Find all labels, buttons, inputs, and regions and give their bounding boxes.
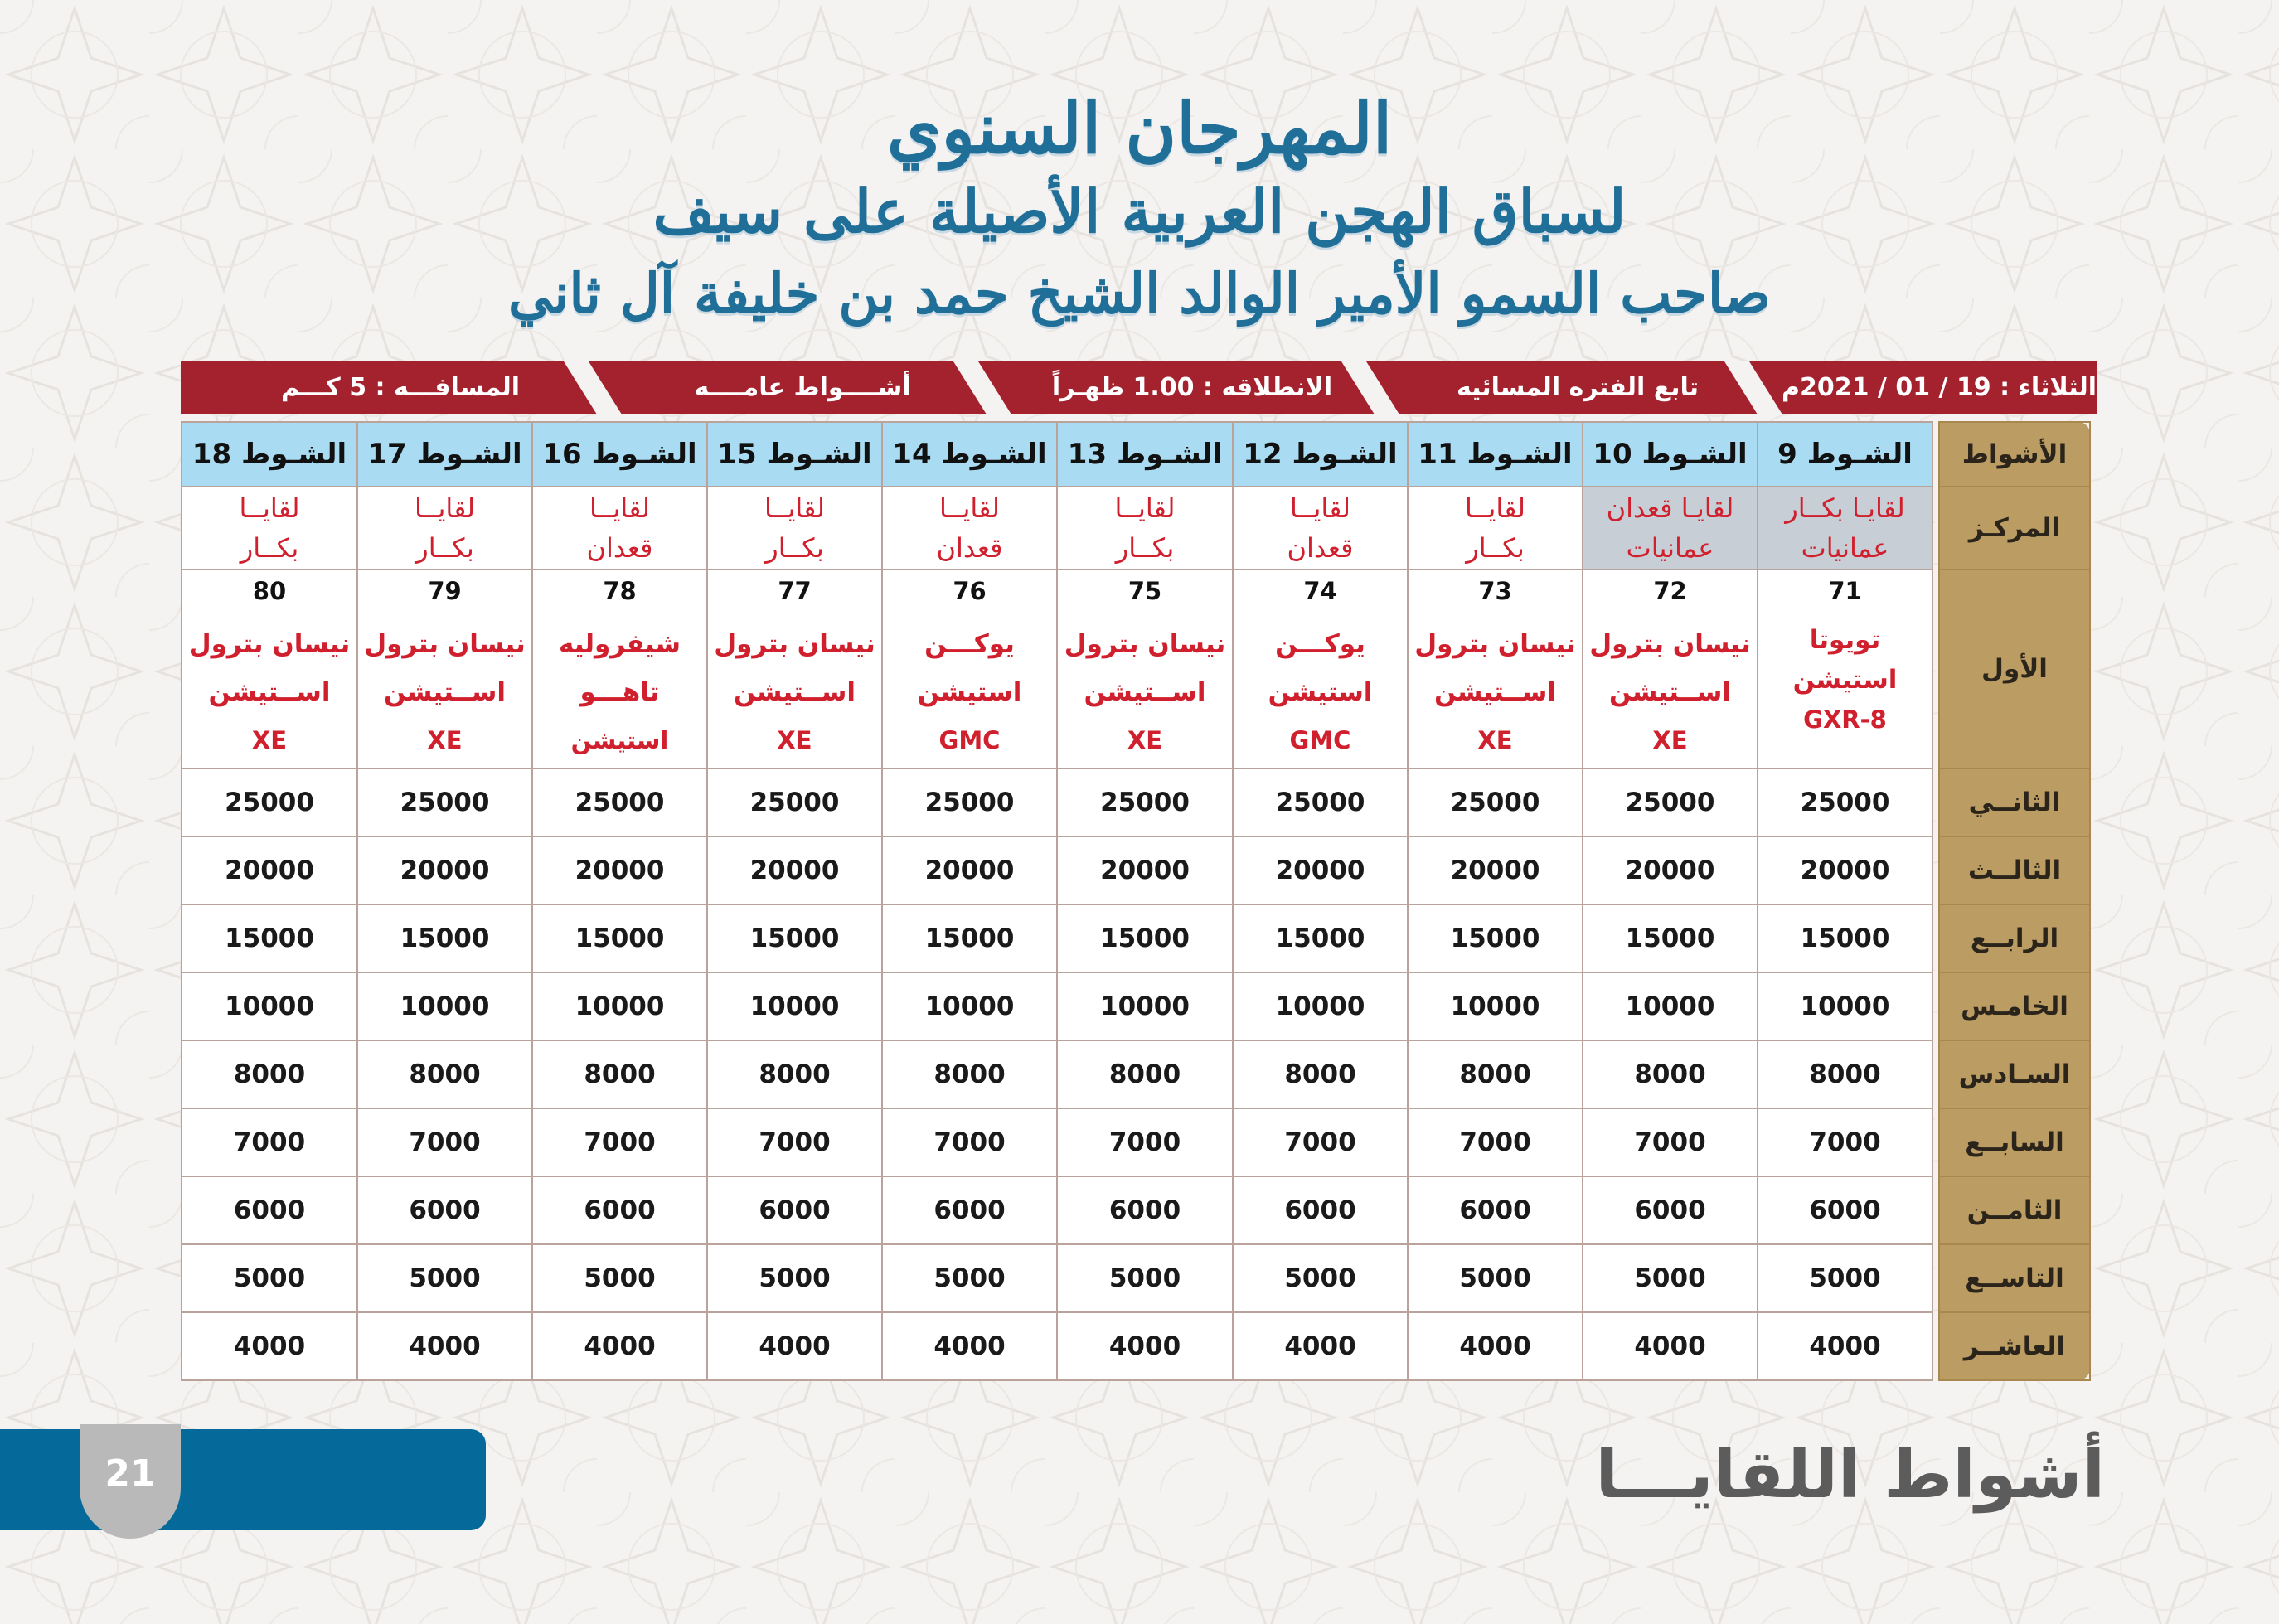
car-prize-cell	[182, 570, 357, 768]
car-line: اســتيشن	[383, 677, 507, 707]
prize-row	[182, 904, 2090, 972]
heat-header: الشـوط 12	[1233, 422, 1408, 487]
prize-cell: 7000	[1583, 1108, 1758, 1176]
prize-cell: 6000	[1057, 1176, 1233, 1244]
center-line: لقايــا	[1464, 492, 1526, 524]
prize-cell: 6000	[532, 1176, 707, 1244]
column-gap	[1932, 1176, 1939, 1244]
car-line: XE	[251, 726, 288, 754]
car-line: XE	[427, 726, 463, 754]
prize-cell: 8000	[1758, 1040, 1932, 1108]
car-line: GMC	[938, 726, 1001, 754]
row-label: المركـز	[1939, 487, 2090, 570]
prize-cell: 10000	[182, 972, 357, 1040]
car-number: 76	[953, 577, 987, 605]
center-line: بكــار	[240, 532, 299, 564]
row-label: الثالــث	[1939, 836, 2090, 904]
prize-cell: 10000	[882, 972, 1057, 1040]
prize-cell: 7000	[882, 1108, 1057, 1176]
info-banner	[181, 361, 2097, 414]
prize-cell: 5000	[1758, 1244, 1932, 1312]
center-line: بكــار	[1466, 532, 1525, 564]
prize-row	[182, 1040, 2090, 1108]
prize-cell: 4000	[357, 1312, 532, 1380]
center-cell	[357, 487, 532, 570]
heat-header: الشـوط 13	[1057, 422, 1233, 487]
car-prize-cell	[1758, 570, 1932, 768]
heat-header: الشـوط 15	[707, 422, 882, 487]
prize-cell: 15000	[1583, 904, 1758, 972]
prize-cell: 6000	[1583, 1176, 1758, 1244]
prize-cell: 25000	[532, 768, 707, 836]
center-cell	[1758, 487, 1932, 570]
prize-row	[182, 1244, 2090, 1312]
car-line: استيشن	[917, 677, 1022, 707]
car-line: نيسان بترول	[714, 629, 875, 659]
prize-cell: 5000	[1408, 1244, 1583, 1312]
prize-cell: 4000	[1408, 1312, 1583, 1380]
center-line: لقايــا	[1289, 492, 1351, 524]
column-gap	[1932, 1108, 1939, 1176]
car-line: نيسان بترول	[1064, 629, 1226, 659]
prize-cell: 20000	[357, 836, 532, 904]
car-line: تاهـــو	[579, 677, 660, 707]
prize-cell: 6000	[357, 1176, 532, 1244]
row-label: الخامـس	[1939, 972, 2090, 1040]
prize-cell: 8000	[1057, 1040, 1233, 1108]
prize-cell: 7000	[1408, 1108, 1583, 1176]
center-line: بكــار	[1115, 532, 1175, 564]
heat-header: الشـوط 14	[882, 422, 1057, 487]
car-line: تويوتا	[1809, 625, 1881, 655]
prize-cell: 10000	[1758, 972, 1932, 1040]
row-label: التاســع	[1939, 1244, 2090, 1312]
heats-prize-table	[181, 421, 2091, 1381]
prize-cell: 6000	[1408, 1176, 1583, 1244]
prize-cell: 4000	[1057, 1312, 1233, 1380]
prize-cell: 4000	[1233, 1312, 1408, 1380]
banner-heat-type: أشــــواط عامــــه	[694, 373, 911, 402]
car-prize-cell	[1408, 570, 1583, 768]
heat-header: الشـوط 17	[357, 422, 532, 487]
center-cell	[182, 487, 357, 570]
row-label: السابــع	[1939, 1108, 2090, 1176]
car-number: 77	[778, 577, 812, 605]
car-prize-cell	[707, 570, 882, 768]
prize-cell: 20000	[182, 836, 357, 904]
center-cell	[1408, 487, 1583, 570]
car-number: 75	[1127, 577, 1162, 605]
center-line: بكــار	[415, 532, 474, 564]
prize-cell: 5000	[1583, 1244, 1758, 1312]
car-prize-cell	[882, 570, 1057, 768]
row-label: الأشواط	[1939, 422, 2090, 487]
car-line: اســتيشن	[208, 677, 331, 707]
prize-cell: 5000	[532, 1244, 707, 1312]
car-prize-cell	[357, 570, 532, 768]
car-number: 78	[603, 577, 637, 605]
car-number: 74	[1303, 577, 1337, 605]
prize-cell: 10000	[1583, 972, 1758, 1040]
prize-cell: 15000	[1408, 904, 1583, 972]
prize-cell: 20000	[1583, 836, 1758, 904]
car-line: يوكـــن	[1275, 629, 1365, 659]
prize-cell: 4000	[532, 1312, 707, 1380]
car-line: استيشن	[570, 726, 669, 754]
page-number: 21	[104, 1452, 156, 1495]
prize-row	[182, 1312, 2090, 1380]
prize-row	[182, 836, 2090, 904]
prize-cell: 8000	[1583, 1040, 1758, 1108]
prize-cell: 20000	[707, 836, 882, 904]
car-line: XE	[1477, 726, 1513, 754]
car-number: 73	[1478, 577, 1512, 605]
car-prize-cell	[1233, 570, 1408, 768]
prize-cell: 15000	[357, 904, 532, 972]
prize-cell: 5000	[357, 1244, 532, 1312]
prize-cell: 15000	[707, 904, 882, 972]
prize-row	[182, 1176, 2090, 1244]
car-line: نيسان بترول	[364, 629, 526, 659]
car-number: 72	[1653, 577, 1687, 605]
prize-cell: 6000	[182, 1176, 357, 1244]
car-number: 80	[252, 577, 287, 605]
prize-cell: 25000	[1233, 768, 1408, 836]
heat-header: الشـوط 18	[182, 422, 357, 487]
prize-cell: 7000	[182, 1108, 357, 1176]
center-cell	[1057, 487, 1233, 570]
prize-cell: 15000	[1057, 904, 1233, 972]
center-line: عمانيات	[1801, 532, 1889, 564]
car-line: نيسان بترول	[1589, 629, 1751, 659]
center-line: لقايــا	[589, 492, 651, 524]
car-line: GMC	[1289, 726, 1351, 754]
heat-header: الشـوط 9	[1758, 422, 1932, 487]
banner-period: تابع الفتره المسائيه	[1456, 373, 1700, 402]
center-line: لقايـا بكــار	[1785, 492, 1905, 524]
car-line: نيسان بترول	[1414, 629, 1576, 659]
prize-row	[182, 768, 2090, 836]
column-gap	[1932, 768, 1939, 836]
center-cell	[707, 487, 882, 570]
prize-cell: 25000	[1408, 768, 1583, 836]
festival-title: المهرجان السنوي	[886, 87, 1393, 169]
prize-cell: 25000	[1057, 768, 1233, 836]
row-label: الثامــن	[1939, 1176, 2090, 1244]
heat-header: الشـوط 16	[532, 422, 707, 487]
prize-cell: 15000	[532, 904, 707, 972]
prize-cell: 8000	[357, 1040, 532, 1108]
prize-cell: 10000	[1233, 972, 1408, 1040]
prize-cell: 20000	[1233, 836, 1408, 904]
car-prize-cell	[1583, 570, 1758, 768]
prize-cell: 20000	[882, 836, 1057, 904]
column-gap	[1932, 1244, 1939, 1312]
car-line: GXR-8	[1803, 705, 1887, 734]
car-prize-cell	[1057, 570, 1233, 768]
section-title: أشواط اللقايـــا	[1595, 1436, 2105, 1513]
prize-cell: 20000	[1758, 836, 1932, 904]
center-cell	[1233, 487, 1408, 570]
center-line: بكــار	[765, 532, 824, 564]
column-gap	[1932, 570, 1939, 768]
patron-title: صاحب السمو الأمير الوالد الشيخ حمد بن خليفة آل ثاني	[508, 261, 1771, 326]
car-prize-cell	[532, 570, 707, 768]
center-line: قعدان	[1287, 532, 1354, 564]
prize-cell: 8000	[1233, 1040, 1408, 1108]
car-line: يوكـــن	[924, 629, 1015, 659]
prize-cell: 20000	[532, 836, 707, 904]
prize-cell: 4000	[882, 1312, 1057, 1380]
prize-cell: 7000	[1233, 1108, 1408, 1176]
center-line: قعدان	[936, 532, 1003, 564]
prize-cell: 20000	[1057, 836, 1233, 904]
prize-cell: 15000	[182, 904, 357, 972]
prize-cell: 7000	[1057, 1108, 1233, 1176]
prize-cell: 10000	[532, 972, 707, 1040]
prize-cell: 25000	[182, 768, 357, 836]
center-line: قعدان	[586, 532, 653, 564]
banner-date: الثلاثاء : 19 / 01 / 2021م	[1781, 373, 2097, 402]
prize-cell: 20000	[1408, 836, 1583, 904]
row-label: الثانــي	[1939, 768, 2090, 836]
row-label: الرابــع	[1939, 904, 2090, 972]
row-label: العاشــر	[1939, 1312, 2090, 1380]
banner-start-time: الانطلاقه : 1.00 ظهـراً	[1051, 373, 1333, 402]
car-line: XE	[1127, 726, 1163, 754]
row-label: الأول	[1939, 570, 2090, 768]
center-row	[182, 487, 2090, 570]
car-line: شيفروليه	[558, 629, 681, 659]
column-gap	[1932, 836, 1939, 904]
heats-row	[182, 422, 2090, 487]
prize-cell: 5000	[1233, 1244, 1408, 1312]
race-title: لسباق الهجن العربية الأصيلة على سيف	[652, 176, 1627, 246]
prize-cell: 6000	[882, 1176, 1057, 1244]
car-line: XE	[777, 726, 812, 754]
column-gap	[1932, 972, 1939, 1040]
prize-cell: 7000	[1758, 1108, 1932, 1176]
prize-cell: 5000	[1057, 1244, 1233, 1312]
car-line: اســتيشن	[1433, 677, 1557, 707]
prize-cell: 25000	[882, 768, 1057, 836]
prize-cell: 4000	[182, 1312, 357, 1380]
prize-cell: 4000	[707, 1312, 882, 1380]
prize-cell: 10000	[707, 972, 882, 1040]
prize-cell: 15000	[1233, 904, 1408, 972]
car-line: اســتيشن	[733, 677, 856, 707]
prize-cell: 25000	[707, 768, 882, 836]
prize-cell: 10000	[1408, 972, 1583, 1040]
prize-cell: 5000	[707, 1244, 882, 1312]
heat-header: الشـوط 10	[1583, 422, 1758, 487]
prize-cell: 8000	[182, 1040, 357, 1108]
center-cell	[1583, 487, 1758, 570]
prize-cell: 15000	[882, 904, 1057, 972]
center-line: لقايــا	[938, 492, 1001, 524]
center-line: لقايــا	[1114, 492, 1176, 524]
column-gap	[1932, 487, 1939, 570]
prize-cell: 8000	[1408, 1040, 1583, 1108]
prize-cell: 4000	[1758, 1312, 1932, 1380]
center-line: لقايــا	[764, 492, 826, 524]
prize-cell: 25000	[1758, 768, 1932, 836]
center-cell	[532, 487, 707, 570]
prize-cell: 5000	[882, 1244, 1057, 1312]
car-line: نيسان بترول	[188, 629, 351, 659]
first-prize-row	[182, 570, 2090, 768]
prize-row	[182, 972, 2090, 1040]
prize-cell: 8000	[532, 1040, 707, 1108]
prize-cell: 25000	[1583, 768, 1758, 836]
center-line: عمانيات	[1626, 532, 1714, 564]
page-number-bar	[0, 1429, 486, 1530]
column-gap	[1932, 1040, 1939, 1108]
column-gap	[1932, 1312, 1939, 1380]
car-line: استيشن	[1268, 677, 1373, 707]
row-label: السـادس	[1939, 1040, 2090, 1108]
center-line: لقايــا	[239, 492, 300, 524]
prize-cell: 8000	[882, 1040, 1057, 1108]
car-line: اســتيشن	[1608, 677, 1732, 707]
prize-cell: 7000	[532, 1108, 707, 1176]
prize-row	[182, 1108, 2090, 1176]
prize-cell: 10000	[1057, 972, 1233, 1040]
prize-cell: 5000	[182, 1244, 357, 1312]
center-line: لقايـا قعدان	[1606, 492, 1734, 524]
car-line: اســتيشن	[1084, 677, 1206, 707]
prize-cell: 6000	[1233, 1176, 1408, 1244]
prize-cell: 6000	[707, 1176, 882, 1244]
column-gap	[1932, 904, 1939, 972]
center-cell	[882, 487, 1057, 570]
car-number: 79	[428, 577, 462, 605]
banner-distance: المسافـــه : 5 كـــم	[281, 373, 520, 402]
prize-cell: 4000	[1583, 1312, 1758, 1380]
prize-cell: 7000	[357, 1108, 532, 1176]
car-line: XE	[1652, 726, 1688, 754]
prize-cell: 25000	[357, 768, 532, 836]
prize-cell: 10000	[357, 972, 532, 1040]
heat-header: الشـوط 11	[1408, 422, 1583, 487]
column-gap	[1932, 422, 1939, 487]
center-line: لقايــا	[414, 492, 476, 524]
car-number: 71	[1828, 577, 1862, 605]
car-line: استيشن	[1792, 665, 1898, 695]
prize-cell: 8000	[707, 1040, 882, 1108]
prize-cell: 15000	[1758, 904, 1932, 972]
prize-cell: 6000	[1758, 1176, 1932, 1244]
prize-cell: 7000	[707, 1108, 882, 1176]
